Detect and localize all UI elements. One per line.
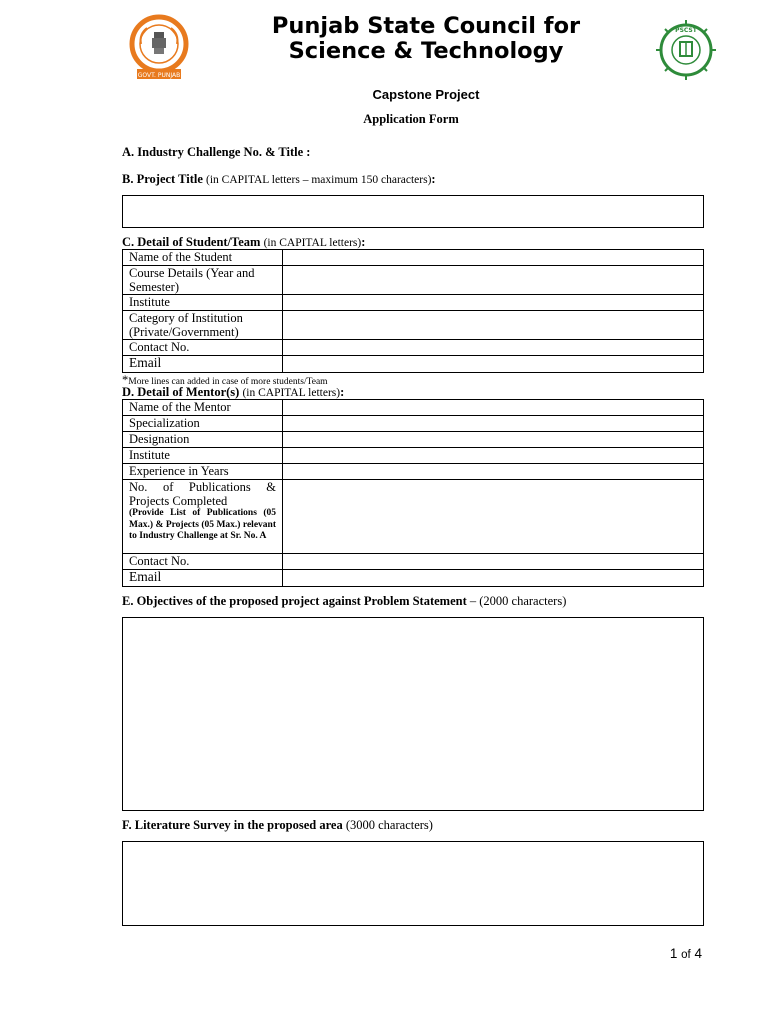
student-institute-field[interactable]	[283, 295, 704, 311]
experience-field[interactable]	[283, 464, 704, 480]
document-subtitle: Application Form	[363, 112, 459, 126]
page-total: 4	[694, 946, 702, 961]
section-a-heading: A. Industry Challenge No. & Title :	[122, 145, 311, 159]
student-email-label: Email	[123, 356, 283, 373]
table-row	[123, 340, 704, 356]
table-row	[123, 464, 704, 480]
table-row	[123, 266, 704, 295]
table-row	[123, 448, 704, 464]
table-row	[123, 416, 704, 432]
mentor-institute-field[interactable]	[283, 448, 704, 464]
publications-label-cell	[123, 480, 283, 554]
svg-text:GOVT. PUNJAB: GOVT. PUNJAB	[137, 72, 181, 79]
document-title: Capstone Project	[372, 87, 480, 102]
objectives-input-box[interactable]	[122, 617, 704, 811]
section-c-heading: C. Detail of Student/Team (in CAPITAL letters):	[122, 235, 366, 249]
mentor-contact-label: Contact No.	[123, 554, 283, 570]
section-c-note: (in CAPITAL letters)	[263, 237, 362, 249]
table-row	[123, 432, 704, 448]
institution-category-field[interactable]	[283, 311, 704, 340]
pscst-logo	[652, 18, 720, 82]
organization-title-line1: Punjab State Council for	[271, 13, 581, 39]
section-f-note: (3000 characters)	[345, 818, 433, 832]
student-details-table	[122, 249, 704, 373]
student-name-label: Name of the Student	[123, 250, 283, 266]
more-lines-footnote: *More lines can added in case of more students/Team	[122, 373, 328, 387]
mentor-institute-label: Institute	[123, 448, 283, 464]
institution-category-label: Category of Institution (Private/Government)	[123, 311, 283, 340]
section-b-heading: B. Project Title (in CAPITAL letters – maximum 150 characters):	[122, 172, 436, 186]
course-details-label: Course Details (Year and Semester)	[123, 266, 283, 295]
punjab-govt-logo	[127, 14, 191, 84]
mentor-email-field[interactable]	[283, 570, 704, 587]
page-number	[670, 946, 702, 961]
svg-text:PSCST: PSCST	[675, 27, 697, 34]
table-row	[123, 295, 704, 311]
organization-title	[220, 14, 632, 64]
table-row	[123, 250, 704, 266]
table-row	[123, 400, 704, 416]
section-d-note: (in CAPITAL letters)	[242, 387, 341, 399]
student-institute-label: Institute	[123, 295, 283, 311]
section-d-heading: D. Detail of Mentor(s) (in CAPITAL letters):	[122, 385, 345, 399]
publications-field[interactable]	[283, 480, 704, 554]
page-current: 1	[669, 946, 678, 961]
course-details-field[interactable]	[283, 266, 704, 295]
mentor-name-field[interactable]	[283, 400, 704, 416]
specialization-field[interactable]	[283, 416, 704, 432]
section-e-heading: E. Objectives of the proposed project against Problem Statement – (2000 characters)	[122, 594, 567, 608]
mentor-details-table	[122, 399, 704, 587]
mentor-contact-field[interactable]	[283, 554, 704, 570]
table-row	[123, 356, 704, 373]
section-e-note: – (2000 characters)	[469, 594, 567, 608]
student-contact-label: Contact No.	[123, 340, 283, 356]
student-name-field[interactable]	[283, 250, 704, 266]
specialization-label: Specialization	[123, 416, 283, 432]
project-title-input-box[interactable]	[122, 195, 704, 228]
experience-label: Experience in Years	[123, 464, 283, 480]
mentor-name-label: Name of the Mentor	[123, 400, 283, 416]
table-row	[123, 311, 704, 340]
publications-label: No. of Publications & Projects Completed	[129, 480, 276, 508]
organization-title-line2: Science & Technology	[288, 38, 564, 64]
section-f-heading: F. Literature Survey in the proposed area (3000 characters)	[122, 818, 433, 832]
page-of: of	[681, 949, 691, 961]
table-row	[123, 570, 704, 587]
table-row	[123, 554, 704, 570]
designation-label: Designation	[123, 432, 283, 448]
mentor-email-label: Email	[123, 570, 283, 587]
table-row	[123, 480, 704, 554]
section-b-note: (in CAPITAL letters – maximum 150 characters)	[206, 174, 432, 186]
publications-detail: (Provide List of Publications (05 Max.) & Projects (05 Max.) relevant to Industry Challenge at Sr. No. A	[129, 508, 276, 541]
student-email-field[interactable]	[283, 356, 704, 373]
student-contact-field[interactable]	[283, 340, 704, 356]
literature-survey-input-box[interactable]	[122, 841, 704, 926]
designation-field[interactable]	[283, 432, 704, 448]
